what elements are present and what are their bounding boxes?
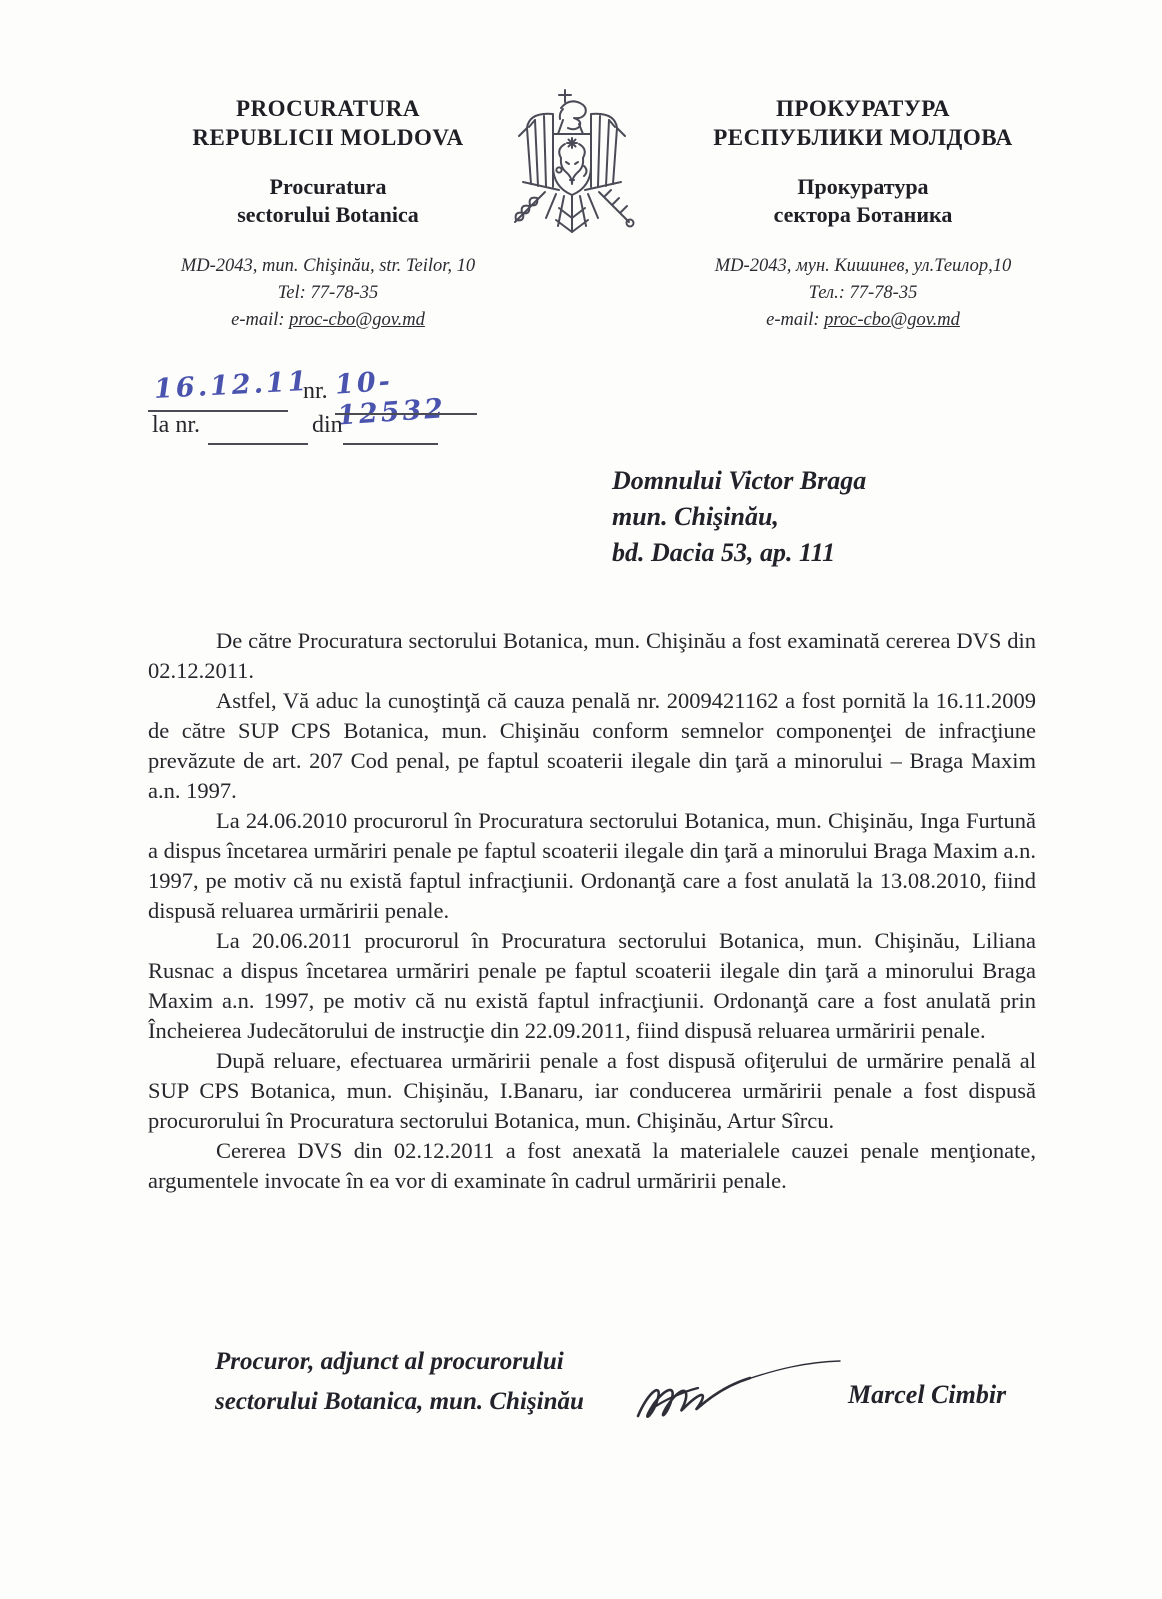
phone-ru: Тел.: 77-78-35 xyxy=(808,283,918,303)
din-underline xyxy=(343,443,438,445)
org-name-ru xyxy=(648,94,1078,152)
org-name-ru-line1: ПРОКУРАТУРА xyxy=(776,96,950,121)
handwritten-outgoing-number: 10-12532 xyxy=(334,365,448,432)
la-nr-label: la nr. xyxy=(152,412,200,438)
letter-body xyxy=(148,626,1036,1196)
letterhead-russian xyxy=(648,94,1078,334)
addressee-city: mun. Chişinău, xyxy=(612,502,779,531)
handwritten-date: 16.12.11 xyxy=(153,365,311,406)
addressee-name: Domnului Victor Braga xyxy=(612,466,867,495)
contact-ro xyxy=(128,253,528,334)
signer-title-line1: Procuror, adjunct al procurorului xyxy=(215,1348,564,1375)
office-name-ru xyxy=(648,173,1078,229)
org-name-ru-line2: РЕСПУБЛИКИ МОЛДОВА xyxy=(713,125,1013,150)
email-ro xyxy=(128,307,528,334)
paragraph-6: Cererea DVS din 02.12.2011 a fost anexată la materialele cauzei penale menţionate, argumentele invocate în ea vor di examinate în cadrul urmăririi penale. xyxy=(148,1138,1036,1193)
paragraph-3: La 24.06.2010 procurorul în Procuratura sectorului Botanica, mun. Chişinău, Inga Furtună a dispus încetarea urmăriri penale pe faptul scoaterii ilegale din ţară a minorului Braga Maxim a.n. 1997, pe motiv că nu există faptul infracţiunii. Ordonanţă care a fost anulată la 13.08.2010, fiind dispusă reluarea urmăririi penale. xyxy=(148,808,1036,923)
email-ru xyxy=(648,307,1078,334)
address-ro: MD-2043, mun. Chişinău, str. Teilor, 10 xyxy=(180,256,476,276)
email-address-ru: proc-cbo@gov.md xyxy=(824,310,960,330)
signer-name: Marcel Cimbir xyxy=(848,1380,1007,1409)
signer-title-line2: sectorului Botanica, mun. Chişinău xyxy=(215,1388,584,1415)
office-name-ro-line2: sectorului Botanica xyxy=(237,202,419,227)
signer-title xyxy=(215,1342,584,1422)
la-nr-underline xyxy=(208,443,308,445)
paragraph-1: De către Procuratura sectorului Botanica, mun. Chişinău a fost examinată cererea DVS din 02.12.2011. xyxy=(148,628,1036,683)
addressee-block xyxy=(612,463,866,571)
office-name-ro xyxy=(128,173,528,229)
phone-ro: Tel: 77-78-35 xyxy=(277,283,379,303)
org-name-ro-line1: PROCURATURA xyxy=(236,96,420,121)
org-name-ro-line2: REPUBLICII MOLDOVA xyxy=(192,125,464,150)
handwritten-signature xyxy=(630,1352,850,1424)
din-label: din xyxy=(312,412,343,438)
paragraph-5: După reluare, efectuarea urmăririi penale a fost dispusă ofiţerului de urmărire penală al SUP CPS Botanica, mun. Chişinău, I.Banaru, iar conducerea urmăririi penale a fost dispusă procurorului în Procuratura sectorului Botanica, mun. Chişinău, Artur Sîrcu. xyxy=(148,1048,1036,1133)
email-address-ro: proc-cbo@gov.md xyxy=(289,310,425,330)
address-ru: MD-2043, мун. Кишинев, ул.Теилор,10 xyxy=(714,256,1012,276)
office-name-ro-line1: Procuratura xyxy=(269,174,387,199)
paragraph-4: La 20.06.2011 procurorul în Procuratura sectorului Botanica, mun. Chişinău, Liliana Rusnac a dispus încetarea urmăriri penale pe faptul scoaterii ilegale din ţară a minorului Braga Maxim a.n. 1997, pe motiv că nu există faptul infracţiunii. Ordonanţă care a fost anulată prin Încheierea Judecătorului de instrucţie din 22.09.2011, fiind dispusă reluarea urmăririi penale. xyxy=(148,928,1036,1043)
nr-label: nr. xyxy=(303,378,328,404)
moldova-coat-of-arms-icon xyxy=(497,86,647,246)
org-name-ro xyxy=(128,94,528,152)
number-underline xyxy=(335,413,477,415)
email-label-ro: e-mail: xyxy=(231,310,285,330)
office-name-ru-line2: сектора Ботаника xyxy=(773,202,953,227)
contact-ru xyxy=(648,253,1078,334)
paragraph-2: Astfel, Vă aduc la cunoştinţă că cauza penală nr. 2009421162 a fost pornită la 16.11.2009 de către SUP CPS Botanica, mun. Chişinău conform semnelor componenţei de infracţiune prevăzute de art. 207 Cod penal, pe faptul scoaterii ilegale din ţară a minorului – Braga Maxim a.n. 1997. xyxy=(148,688,1036,803)
reference-block xyxy=(140,362,500,452)
email-label-ru: e-mail: xyxy=(766,310,820,330)
addressee-street: bd. Dacia 53, ap. 111 xyxy=(612,538,836,567)
office-name-ru-line1: Прокуратура xyxy=(797,174,929,199)
letterhead-romanian xyxy=(128,94,528,334)
